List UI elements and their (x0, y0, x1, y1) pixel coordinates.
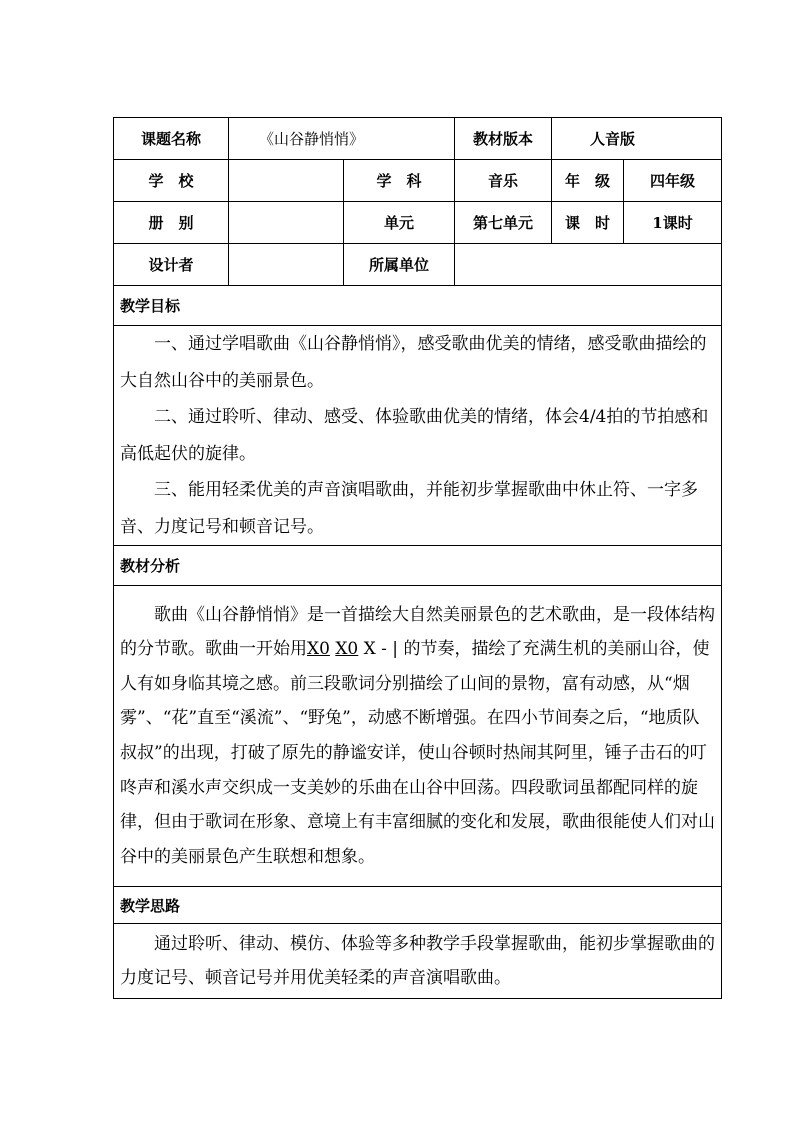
header-row-2 (114, 160, 722, 202)
header-row-3 (114, 202, 722, 244)
affiliation-value (455, 244, 722, 286)
approach-heading: 教学思路 (114, 887, 722, 924)
approach-body-row (114, 924, 722, 999)
goal-item-2: 二、通过聆听、律动、感受、体验歌曲优美的情绪，体会4/4拍的节拍感和高低起伏的旋律。 (120, 407, 709, 464)
goals-body-row (114, 326, 722, 546)
course-label: 课题名称 (114, 118, 229, 160)
header-row-4 (114, 244, 722, 286)
unit-value: 第七单元 (455, 202, 552, 244)
lesson-plan-table (113, 117, 722, 999)
affiliation-label: 所属单位 (344, 244, 455, 286)
goals-body (114, 326, 722, 546)
school-value (229, 160, 344, 202)
goal-item-3: 三、能用轻柔优美的声音演唱歌曲，并能初步掌握歌曲中休止符、一字多音、力度记号和顿音记号。 (120, 480, 698, 537)
goal-item-1: 一、通过学唱歌曲《山谷静悄悄》，感受歌曲优美的情绪，感受歌曲描绘的大自然山谷中的美丽景色。 (120, 334, 707, 391)
goals-heading-row (114, 286, 722, 326)
rhythm-note-2: X0 (335, 639, 359, 660)
grade-value: 四年级 (624, 160, 722, 202)
approach-heading-row (114, 887, 722, 924)
volume-value (229, 202, 344, 244)
rhythm-note-1: X0 (307, 639, 330, 660)
analysis-paragraph (120, 598, 715, 875)
hours-label: 课 时 (552, 202, 624, 244)
volume-label: 册 别 (114, 202, 229, 244)
course-value: 《山谷静悄悄》 (229, 118, 455, 160)
subject-label: 学 科 (344, 160, 455, 202)
edition-label: 教材版本 (455, 118, 552, 160)
approach-paragraph: 通过聆听、律动、模仿、体验等多种教学手段掌握歌曲，能初步掌握歌曲的力度记号、顿音记号并用优美轻柔的声音演唱歌曲。 (120, 934, 715, 988)
approach-body (114, 924, 722, 999)
analysis-body-row (114, 586, 722, 887)
goals-heading: 教学目标 (114, 286, 722, 326)
subject-value: 音乐 (455, 160, 552, 202)
analysis-heading: 教材分析 (114, 546, 722, 586)
header-row-1 (114, 118, 722, 160)
designer-label: 设计者 (114, 244, 229, 286)
analysis-heading-row (114, 546, 722, 586)
grade-label: 年 级 (552, 160, 624, 202)
edition-value: 人音版 (552, 118, 722, 160)
unit-label: 单元 (344, 202, 455, 244)
rhythm-note-3: X - | (363, 639, 399, 660)
analysis-body (114, 586, 722, 887)
designer-value (229, 244, 344, 286)
analysis-text-after: 的节奏，描绘了充满生机的美丽山谷，使人有如身临其境之感。前三段歌词分别描绘了山间的景物，富有动感，从“烟雾”、“花”直至“溪流”、“野兔”，动感不断增强。在四小节间奏之后，“地质队叔叔”的出现，打破了原先的静谧安详，使山谷顿时热闹其阿里，锤子击石的叮咚声和溪水声交织成一支美妙的乐曲在山谷中回荡。四段歌词虽都配同样的旋律，但由于歌词在形象、意境上有丰富细腻的变化和发展，歌曲很能使人们对山谷中的美丽景色产生联想和想象。 (120, 639, 715, 867)
analysis-text-before: 歌曲《山谷静悄悄》是一首描绘大自然美丽景色的艺术歌曲，是一段体结构的分节歌。歌曲一开始用 (120, 604, 715, 660)
hours-value: 1课时 (624, 202, 722, 244)
school-label: 学 校 (114, 160, 229, 202)
